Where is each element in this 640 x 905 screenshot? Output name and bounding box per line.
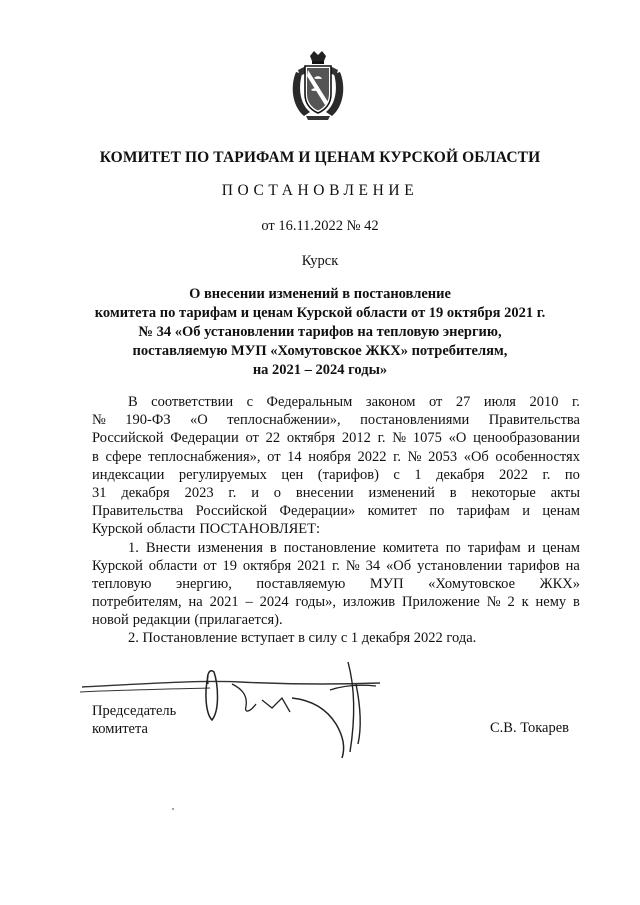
word: тарифам bbox=[467, 539, 521, 556]
title-line: № 34 «Об установлении тарифов на тепловую энергию, bbox=[138, 324, 502, 340]
word: «Об bbox=[463, 448, 489, 465]
word: цен bbox=[281, 466, 304, 483]
word: 31 bbox=[92, 484, 107, 501]
word: ПОСТАНОВЛЯЕТ: bbox=[199, 521, 321, 538]
document-type: ПОСТАНОВЛЕНИЕ bbox=[221, 182, 419, 199]
word: 2022 bbox=[498, 466, 528, 483]
word: ноября bbox=[308, 448, 351, 465]
word: в bbox=[573, 594, 580, 611]
word: Федерации» bbox=[279, 503, 356, 520]
word: № bbox=[407, 448, 422, 465]
word: 1. bbox=[128, 539, 139, 556]
word: 2023 bbox=[184, 484, 214, 501]
word: сфере bbox=[105, 448, 142, 465]
word: ЖКХ» bbox=[539, 575, 580, 592]
body-line bbox=[92, 520, 580, 538]
word: 190-ФЗ bbox=[125, 412, 171, 429]
body-line bbox=[92, 484, 580, 502]
word: от bbox=[267, 448, 281, 465]
word: «О bbox=[190, 412, 208, 429]
word: на bbox=[565, 557, 580, 574]
body-line bbox=[92, 593, 580, 611]
organization-name: КОМИТЕТ ПО ТАРИФАМ И ЦЕНАМ КУРСКОЙ ОБЛАСТИ bbox=[99, 149, 541, 166]
word: нему bbox=[535, 594, 567, 611]
word: соответствии bbox=[151, 394, 234, 410]
word: особенностях bbox=[495, 448, 580, 465]
body-line bbox=[92, 448, 580, 466]
word: годы», bbox=[295, 594, 336, 611]
word: г. bbox=[542, 466, 551, 483]
body-line bbox=[92, 393, 580, 411]
word: Правительства bbox=[92, 503, 184, 520]
word: – bbox=[245, 594, 253, 611]
word: и bbox=[522, 503, 530, 520]
word: Российской bbox=[92, 430, 164, 447]
word: изменения bbox=[197, 539, 263, 556]
body-line bbox=[92, 502, 580, 520]
word: комитет bbox=[367, 503, 417, 520]
word: индексации bbox=[92, 466, 165, 483]
word: комитета bbox=[382, 539, 439, 556]
word: поставляемую bbox=[256, 575, 346, 592]
word: тарифов bbox=[508, 557, 560, 574]
word: 2024 bbox=[259, 594, 289, 611]
word: октября bbox=[242, 557, 292, 574]
position-line: Председатель bbox=[92, 703, 177, 719]
word: о bbox=[273, 484, 282, 501]
word: 1075 bbox=[412, 430, 442, 447]
document-body bbox=[92, 393, 580, 648]
word: Внести bbox=[145, 539, 191, 556]
word: г. bbox=[228, 484, 237, 501]
word: потребителям, bbox=[92, 594, 182, 611]
word: ценам bbox=[542, 539, 580, 556]
word: 22 bbox=[265, 430, 281, 447]
word: г. bbox=[393, 448, 402, 465]
word: Федерации bbox=[170, 430, 239, 447]
word: тарифам bbox=[456, 503, 510, 520]
word: 27 bbox=[455, 394, 471, 410]
word: г. bbox=[377, 430, 386, 447]
word: акты bbox=[550, 484, 580, 501]
word: Курской bbox=[92, 521, 143, 538]
word: постановлениями bbox=[360, 412, 470, 429]
word: энергию, bbox=[175, 575, 232, 592]
word: изменений bbox=[368, 484, 435, 501]
body-line bbox=[92, 575, 580, 593]
document-number: от 16.11.2022 № 42 bbox=[261, 218, 379, 234]
word: 2012 bbox=[341, 430, 371, 447]
body-line bbox=[92, 466, 580, 484]
word: теплоснабжения», bbox=[148, 448, 261, 465]
word: декабря bbox=[436, 466, 485, 483]
word: по bbox=[564, 466, 580, 483]
word: области bbox=[148, 557, 198, 574]
word: МУП bbox=[369, 575, 404, 592]
title-line: комитета по тарифам и ценам Курской области от 19 октября 2021 г. bbox=[94, 305, 546, 321]
word: от bbox=[428, 394, 443, 410]
word: по bbox=[429, 503, 445, 520]
word: (прилагается). bbox=[194, 612, 283, 629]
word: ценам bbox=[542, 503, 580, 520]
word: области bbox=[146, 521, 196, 538]
word: 14 bbox=[287, 448, 302, 465]
body-line bbox=[92, 429, 580, 447]
word: (тарифов) bbox=[317, 466, 379, 483]
body-line bbox=[92, 557, 580, 575]
word: постановление bbox=[283, 539, 376, 556]
word: редакции bbox=[132, 612, 191, 629]
word: № bbox=[392, 430, 407, 447]
word: декабря bbox=[121, 484, 170, 501]
word: г. bbox=[571, 394, 580, 410]
word: с bbox=[246, 394, 254, 410]
word: г. bbox=[331, 557, 340, 574]
title-line: О внесении изменений в постановление bbox=[189, 286, 451, 302]
word: в bbox=[92, 448, 99, 465]
word: Правительства bbox=[488, 412, 580, 429]
body-line: 2. Постановление вступает в силу с 1 декабря 2022 года. bbox=[128, 630, 477, 647]
word: регулируемых bbox=[178, 466, 267, 483]
word: Курской bbox=[92, 557, 143, 574]
word: В bbox=[128, 394, 138, 410]
word: изложив bbox=[342, 594, 396, 611]
word: октября bbox=[286, 430, 336, 447]
word: 2010 bbox=[529, 394, 559, 410]
word: по bbox=[445, 539, 461, 556]
word: Приложение bbox=[402, 594, 480, 611]
word: к bbox=[521, 594, 529, 611]
word: № bbox=[92, 412, 106, 429]
word: ценообразовании bbox=[473, 430, 580, 447]
word: теплоснабжении», bbox=[227, 412, 341, 429]
word: Российской bbox=[195, 503, 268, 520]
position-line: комитета bbox=[92, 721, 148, 737]
body-line bbox=[92, 611, 580, 629]
word: тепловую bbox=[92, 575, 152, 592]
word: новой bbox=[92, 612, 129, 629]
word: июля bbox=[483, 394, 516, 410]
title-line: на 2021 – 2024 годы» bbox=[252, 362, 388, 378]
word: № bbox=[345, 557, 360, 574]
word: 34 bbox=[365, 557, 381, 574]
word: 2 bbox=[507, 594, 515, 611]
word: в bbox=[449, 484, 457, 501]
word: 2022 bbox=[357, 448, 387, 465]
word: № bbox=[486, 594, 501, 611]
city: Курск bbox=[301, 253, 339, 269]
signatory-position bbox=[92, 702, 176, 738]
word: 19 bbox=[222, 557, 237, 574]
scan-speck bbox=[172, 808, 174, 810]
word: от bbox=[203, 557, 217, 574]
word: и bbox=[251, 484, 259, 501]
word: на bbox=[188, 594, 203, 611]
signatory-name: С.В. Токарев bbox=[490, 720, 570, 736]
word: с bbox=[393, 466, 400, 483]
body-line bbox=[92, 539, 580, 557]
word: внесении bbox=[295, 484, 354, 501]
word: и bbox=[527, 539, 536, 556]
body-line bbox=[92, 411, 580, 429]
document-title bbox=[0, 285, 640, 380]
word: в bbox=[269, 539, 277, 556]
word: 1 bbox=[414, 466, 422, 483]
title-line: поставляемую МУП «Хомутовское ЖКХ» потребителям, bbox=[132, 343, 508, 359]
word: «О bbox=[448, 430, 467, 447]
word: некоторые bbox=[471, 484, 536, 501]
word: законом bbox=[365, 394, 416, 410]
word: 2053 bbox=[428, 448, 458, 465]
word: 2021 bbox=[297, 557, 327, 574]
coat-of-arms-icon bbox=[288, 50, 348, 122]
word: Федеральным bbox=[266, 394, 353, 410]
word: «Об bbox=[386, 557, 412, 574]
word: установлении bbox=[417, 557, 503, 574]
word: 2021 bbox=[209, 594, 239, 611]
word: от bbox=[245, 430, 259, 447]
word: «Хомутовское bbox=[428, 575, 516, 592]
